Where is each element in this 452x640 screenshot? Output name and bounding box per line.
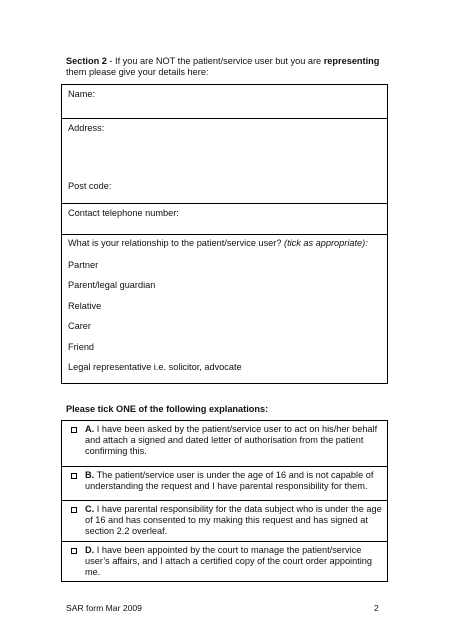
explanation-d[interactable] [62, 542, 387, 583]
explanation-a-text [85, 424, 383, 457]
checkbox-icon[interactable] [71, 548, 77, 554]
relationship-option-relative[interactable]: Relative [68, 301, 102, 311]
explanations-list [61, 420, 388, 582]
relationship-option-parent[interactable]: Parent/legal guardian [68, 280, 156, 290]
relationship-option-friend[interactable]: Friend [68, 342, 95, 352]
footer-page-number: 2 [374, 603, 379, 613]
explanation-body: I have parental responsibility for the data subject who is under the age of 16 and has consented to my making this request and has signed at section 2.2 overleaf. [85, 504, 382, 536]
representative-details-form [61, 84, 388, 384]
explanation-d-text [85, 545, 383, 578]
explanation-letter: A. [85, 424, 95, 434]
address-label: Address: [68, 123, 105, 133]
postcode-label: Post code: [68, 181, 112, 191]
relationship-field [62, 235, 387, 385]
section-intro-bold: representing [323, 56, 380, 66]
explanation-body: I have been asked by the patient/service user to act on his/her behalf and attach a signed and dated letter of authorisation from the patient confirming this. [85, 424, 378, 456]
explanation-letter: B. [85, 470, 95, 480]
section-2-heading [66, 56, 396, 78]
explanation-b-text [85, 470, 383, 492]
explanation-letter: D. [85, 545, 95, 555]
address-field[interactable] [62, 119, 387, 204]
checkbox-icon[interactable] [71, 427, 77, 433]
explanation-letter: C. [85, 504, 95, 514]
checkbox-icon[interactable] [71, 473, 77, 479]
name-field[interactable] [62, 85, 387, 119]
explanation-b[interactable] [62, 467, 387, 501]
explanation-body: I have been appointed by the court to manage the patient/service user’s affairs, and I attach a certified copy of the court order appointing me. [85, 545, 373, 577]
explanation-body: The patient/service user is under the age of 16 and is not capable of understanding the request and I have parental responsibility for them. [85, 470, 374, 491]
section-label: Section 2 [66, 56, 107, 66]
section-intro-part2: them please give your details here: [66, 67, 209, 77]
explanation-a[interactable] [62, 421, 387, 467]
explanation-c-text [85, 504, 383, 537]
relationship-option-carer[interactable]: Carer [68, 321, 91, 331]
footer-form-version: SAR form Mar 2009 [66, 603, 142, 613]
relationship-question [68, 238, 368, 249]
phone-field[interactable] [62, 204, 387, 235]
relationship-option-partner[interactable]: Partner [68, 260, 99, 270]
checkbox-icon[interactable] [71, 507, 77, 513]
explanation-c[interactable] [62, 501, 387, 542]
explanations-heading: Please tick ONE of the following explanations: [66, 404, 269, 414]
name-label: Name: [68, 89, 96, 99]
phone-label: Contact telephone number: [68, 208, 179, 218]
relationship-hint: (tick as appropriate): [284, 238, 368, 248]
relationship-option-legal[interactable]: Legal representative i.e. solicitor, advocate [68, 362, 242, 372]
section-intro-part1: - If you are NOT the patient/service user but you are [106, 56, 324, 66]
relationship-question-text: What is your relationship to the patient/service user? [68, 238, 285, 248]
